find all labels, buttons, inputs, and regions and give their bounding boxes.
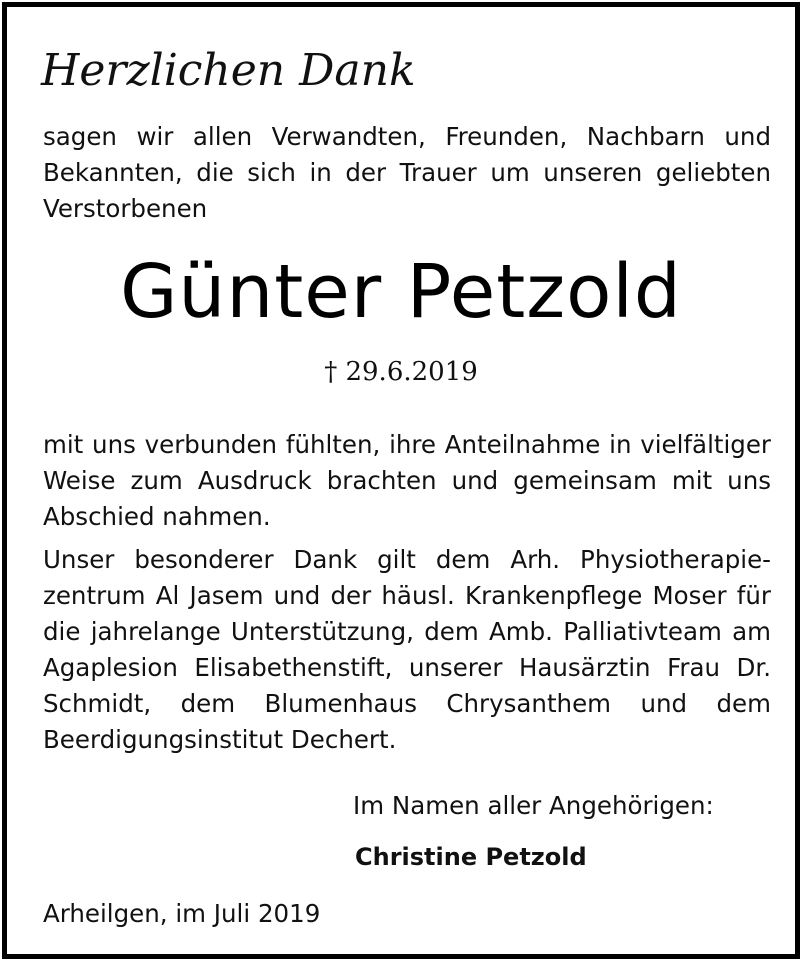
signature-line: Im Namen aller Angehörigen: xyxy=(353,791,714,820)
special-thanks-paragraph: Unser besonderer Dank gilt dem Arh. Physiotherapiezentrum Al Jasem und der häusl. Krankenpflege Moser für die jahrelange Unterstützung, dem Amb. Palliativteam am Agaplesion Elisabethenstift, unserer Hausärztin Frau Dr. Schmidt, dem Blumenhaus Chrysanthem und dem Beerdigungsinstitut Dechert. xyxy=(43,545,771,754)
deceased-name: Günter Petzold xyxy=(120,249,682,335)
intro-paragraph: sagen wir allen Verwandten, Freunden, Nachbarn und Bekannten, die sich in der Trauer um unseren geliebten Verstorbenen xyxy=(43,122,771,223)
place-and-date: Arheilgen, im Juli 2019 xyxy=(43,899,321,928)
notice-heading: Herzlichen Dank xyxy=(41,45,416,96)
thanks-paragraph: mit uns verbunden fühlten, ihre Anteilnahme in vielfältiger Weise zum Ausdruck brachten und gemeinsam mit uns Abschied nahmen. xyxy=(43,430,771,531)
obituary-notice xyxy=(2,2,800,959)
signature-name: Christine Petzold xyxy=(355,843,587,871)
death-date: † 29.6.2019 xyxy=(324,357,478,387)
